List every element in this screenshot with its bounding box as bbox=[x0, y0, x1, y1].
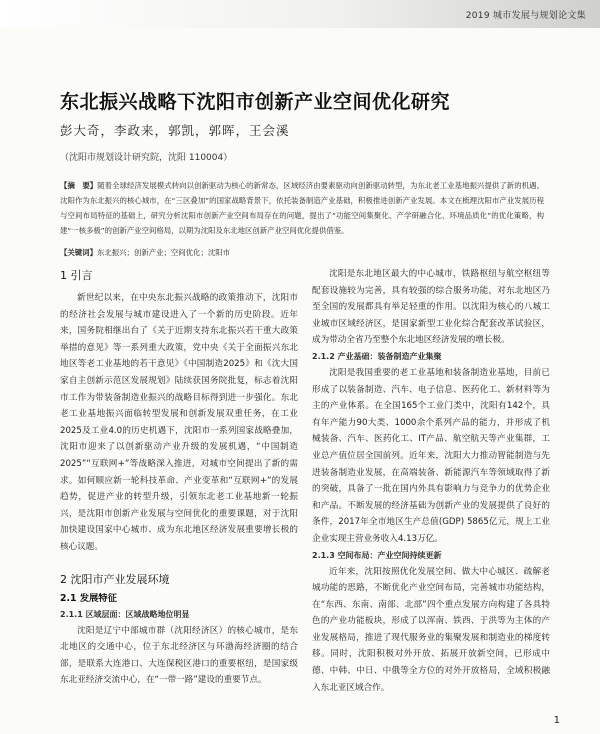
keywords-text: 东北振兴；创新产业；空间优化；沈阳市 bbox=[96, 248, 231, 257]
paragraph: 新世纪以来，在中央东北振兴战略的政策推动下，沈阳市的经济社会发展与城市建设进入了一个新的历史阶段。近年来，国务院相继出台了《关于近期支持东北振兴若干重大政策举措的意见》等一系列重大政策，党中央《关于全面振兴东北地区等老工业基地的若干意见》《中国制造2025》和《沈大国家自主创新示范区发展规划》陆续获国务院批复，标志着沈阳市工作为带装备制造业振兴的战略目标得到进一步强化。东北老工业基地振兴面临转型发展和创新发展双重任务，在工业2025及工业4.0的历史机遇下，沈阳市一系列国家战略叠加，沈阳市迎来了以创新驱动产业升级的发展机遇，“中国制造2025”“互联网+”等战略深入推进，对城市空间提出了新的需求。如何顺应新一轮科技革命、产业变革和“互联网+”的发展趋势，促进产业的转型升级，引领东北老工业基地新一轮振兴，是沈阳市创新产业发展与空间优化的重要课题，对于沈阳加快建设国家中心城市、成为东北地区经济发展重要增长极的核心议题。 bbox=[60, 293, 298, 552]
right-column bbox=[312, 266, 550, 696]
abstract-label: 【摘 要】 bbox=[60, 181, 98, 190]
section-heading: 2 沈阳市产业发展环境 bbox=[60, 572, 170, 586]
keywords-label: 【关键词】 bbox=[60, 248, 97, 257]
subsection-heading: 2.1 发展特征 bbox=[60, 592, 117, 604]
subsubsection-heading: 2.1.2 产业基础：装备制造产业集聚 bbox=[312, 351, 442, 361]
paragraph: 沈阳是我国重要的老工业基地和装备制造业基地，目前已形成了以装备制造、汽车、电子信息、医药化工、新材料等为主的产业体系。在全国165个工业门类中，沈阳有142个，具有年产能力90大类、1000余个系列产品的能力，并形成了机械装备、汽车、医药化工、IT产品、航空航天等产业集群，工业总产值位居全国前列。近年来，沈阳大力推动智能制造与先进装备制造业发展，在高端装备、新能源汽车等领域取得了新的突破，具备了一批在国内外具有影响力与竞争力的优势企业和产品。不断发展的经济基础为创新产业的发展提供了良好的条件，2017年全市地区生产总值(GDP) 5865亿元，规上工业企业实现主营业务收入4.13万亿。 bbox=[312, 367, 550, 544]
keywords bbox=[60, 247, 544, 258]
section-heading: 1 引言 bbox=[60, 269, 93, 282]
left-column bbox=[60, 266, 298, 689]
paper-title: 东北振兴战略下沈阳市创新产业空间优化研究 bbox=[60, 90, 451, 113]
paragraph: 沈阳是辽宁中部城市群（沈阳经济区）的核心城市，是东北地区的交通中心，位于东北经济区与环渤海经济圈的结合部，是联系大连港口、大连保税区港口的重要枢纽，是国家级东北亚经济交流中心，在“一带一路”建设的重要节点。 bbox=[60, 625, 298, 686]
journal-name: 2019 城市发展与规划论文集 bbox=[465, 11, 586, 21]
subsubsection-heading: 2.1.3 空间布局：产业空间持续更新 bbox=[312, 550, 442, 560]
subsubsection-heading: 2.1.1 区域层面：区域战略地位明显 bbox=[60, 609, 190, 619]
affiliation: （沈阳市规划设计研究院，沈阳 110004） bbox=[60, 153, 233, 163]
abstract-text: 随着全球经济发展模式转向以创新驱动为核心的新常态，区域经济由要素驱动向创新驱动转型，为东北老工业基地振兴提供了新的机遇。沈阳作为东北振兴的核心城市，在“三区叠加”的国家战略背景下，依托装备制造产业基础，积极推进创新产业发展。本文在梳理沈阳市产业发展历程与空间布局特征的基础上，研究分析沈阳市创新产业空间布局存在的问题，提出了“功能空间集聚化、产学研融合化、环境品质化”的优化策略，构建“一核多极”的创新产业空间格局，以期为沈阳及东北地区创新产业空间优化提供借鉴。 bbox=[60, 181, 544, 235]
abstract bbox=[60, 178, 544, 238]
paragraph: 沈阳是东北地区最大的中心城市，铁路枢纽与航空枢纽等配套设施较为完善，具有较强的综合服务功能，对东北地区乃至全国的发展都具有举足轻重的作用。以沈阳为核心的八城工业城市区域经济区，是国家新型工业化综合配套改革试验区，成为带动全省乃至整个东北地区经济发展的增长极。 bbox=[312, 269, 550, 346]
page-number: 1 bbox=[553, 715, 560, 726]
author-list: 彭大奇，李政来，郭凯，郭晖，王会溪 bbox=[60, 123, 290, 138]
paragraph: 近年来，沈阳按照优化发展空间、做大中心城区、疏解老城功能的思路，不断优化产业空间布局，完善城市功能结构，在“东西、东南、南部、北部”四个重点发展方向构建了各具特色的产业功能板块，形成了以浑南、铁西、于洪等为主体的产业发展格局，推进了现代服务业的集聚发展和制造业的梯度转移。同时，沈阳积极对外开放、拓展开放新空间，已形成中德、中韩、中日、中俄等全方位的对外开放格局，全域积极融入东北亚区域合作。 bbox=[312, 566, 550, 693]
